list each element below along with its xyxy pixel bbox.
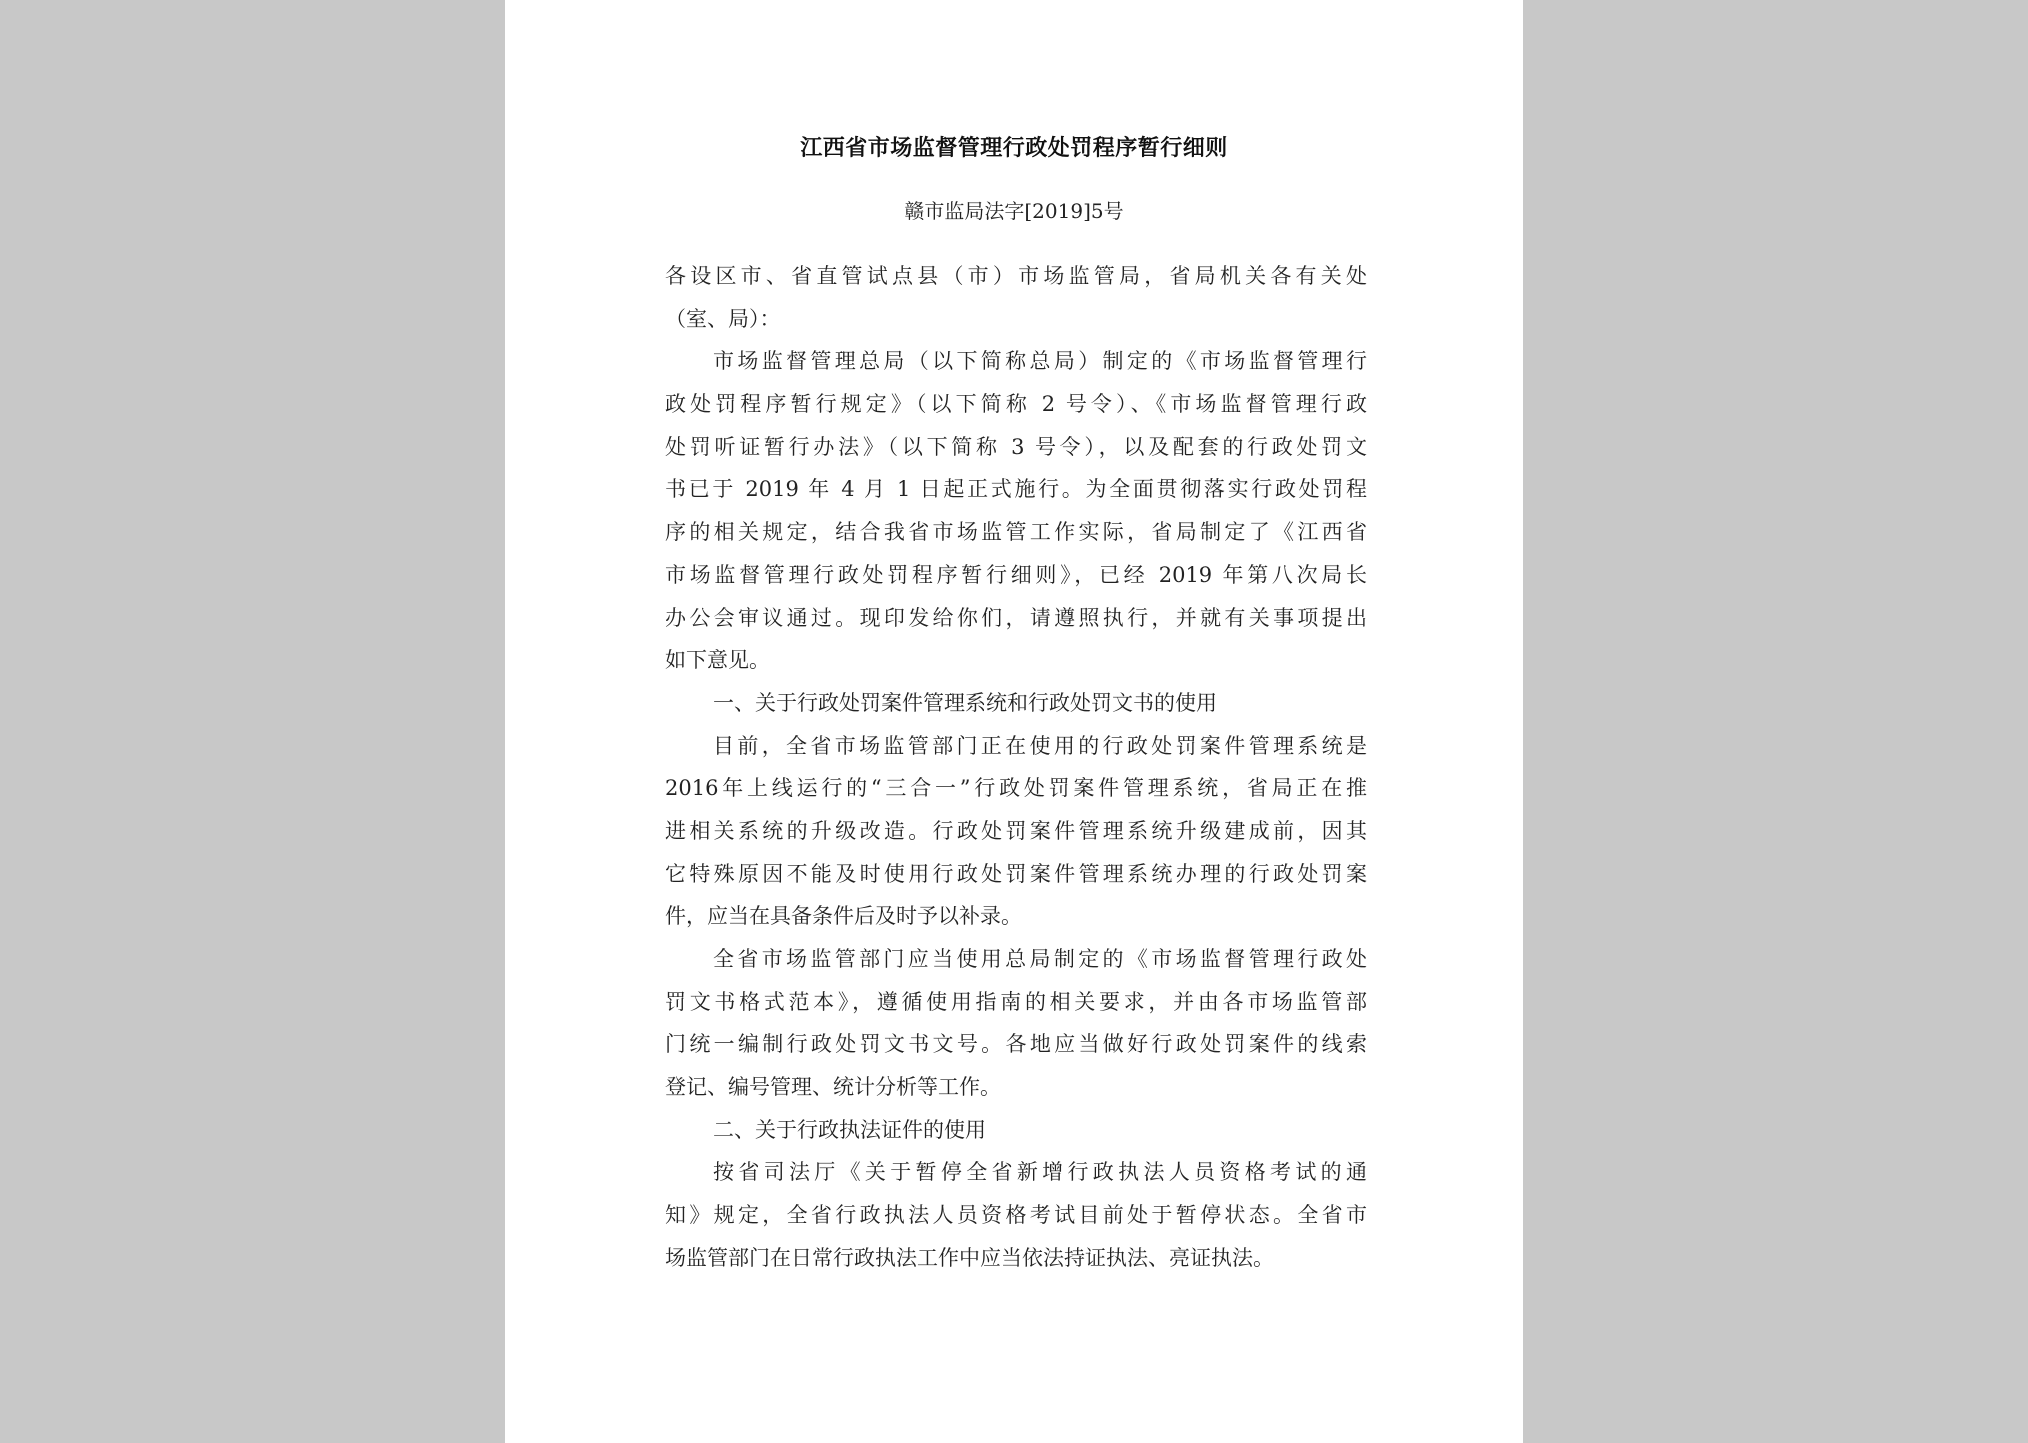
body-line: 书已于 2019 年 4 月 1 日起正式施行。为全面贯彻落实行政处罚程 bbox=[665, 477, 1367, 502]
body-line: 一、关于行政处罚案件管理系统和行政处罚文书的使用 bbox=[713, 690, 1217, 715]
body-line: 市场监督管理总局（以下简称总局）制定的《市场监督管理行 bbox=[713, 349, 1367, 374]
document-title: 江西省市场监督管理行政处罚程序暂行细则 bbox=[800, 135, 1228, 161]
body-line: 门统一编制行政处罚文书文号。各地应当做好行政处罚案件的线索 bbox=[665, 1032, 1367, 1057]
document-number: 赣市监局法字[2019]5号 bbox=[904, 199, 1124, 223]
body-line: 按省司法厅《关于暂停全省新增行政执法人员资格考试的通 bbox=[713, 1160, 1367, 1185]
body-line: 政处罚程序暂行规定》（以下简称 2 号令）、《市场监督管理行政 bbox=[665, 392, 1367, 417]
body-line: 2016年上线运行的“三合一”行政处罚案件管理系统，省局正在推 bbox=[665, 776, 1367, 801]
body-line: 市场监督管理行政处罚程序暂行细则》，已经 2019 年第八次局长 bbox=[665, 562, 1367, 587]
body-line: （室、局）： bbox=[665, 306, 781, 331]
body-line: 各设区市、省直管试点县（市）市场监管局，省局机关各有关处 bbox=[665, 264, 1367, 288]
document-page bbox=[505, 0, 1523, 1443]
body-line: 办公会审议通过。现印发给你们，请遵照执行，并就有关事项提出 bbox=[665, 605, 1367, 630]
body-line: 如下意见。 bbox=[665, 648, 770, 673]
body-line: 件，应当在具备条件后及时予以补录。 bbox=[665, 904, 1022, 929]
body-line: 序的相关规定，结合我省市场监管工作实际，省局制定了《江西省 bbox=[665, 520, 1367, 545]
body-line: 目前，全省市场监管部门正在使用的行政处罚案件管理系统是 bbox=[713, 733, 1367, 758]
body-line: 它特殊原因不能及时使用行政处罚案件管理系统办理的行政处罚案 bbox=[665, 861, 1367, 886]
body-line: 全省市场监管部门应当使用总局制定的《市场监督管理行政处 bbox=[713, 947, 1367, 971]
body-line: 处罚听证暂行办法》（以下简称 3 号令），以及配套的行政处罚文 bbox=[665, 434, 1367, 459]
body-line: 场监管部门在日常行政执法工作中应当依法持证执法、亮证执法。 bbox=[665, 1245, 1274, 1270]
body-line: 罚文书格式范本》，遵循使用指南的相关要求，并由各市场监管部 bbox=[665, 989, 1367, 1014]
document-body bbox=[665, 255, 1367, 1280]
body-line: 进相关系统的升级改造。行政处罚案件管理系统升级建成前，因其 bbox=[665, 818, 1367, 843]
body-line: 知》规定，全省行政执法人员资格考试目前处于暂停状态。全省市 bbox=[665, 1203, 1367, 1228]
body-line: 二、关于行政执法证件的使用 bbox=[713, 1117, 986, 1142]
body-line: 登记、编号管理、统计分析等工作。 bbox=[665, 1075, 1001, 1100]
